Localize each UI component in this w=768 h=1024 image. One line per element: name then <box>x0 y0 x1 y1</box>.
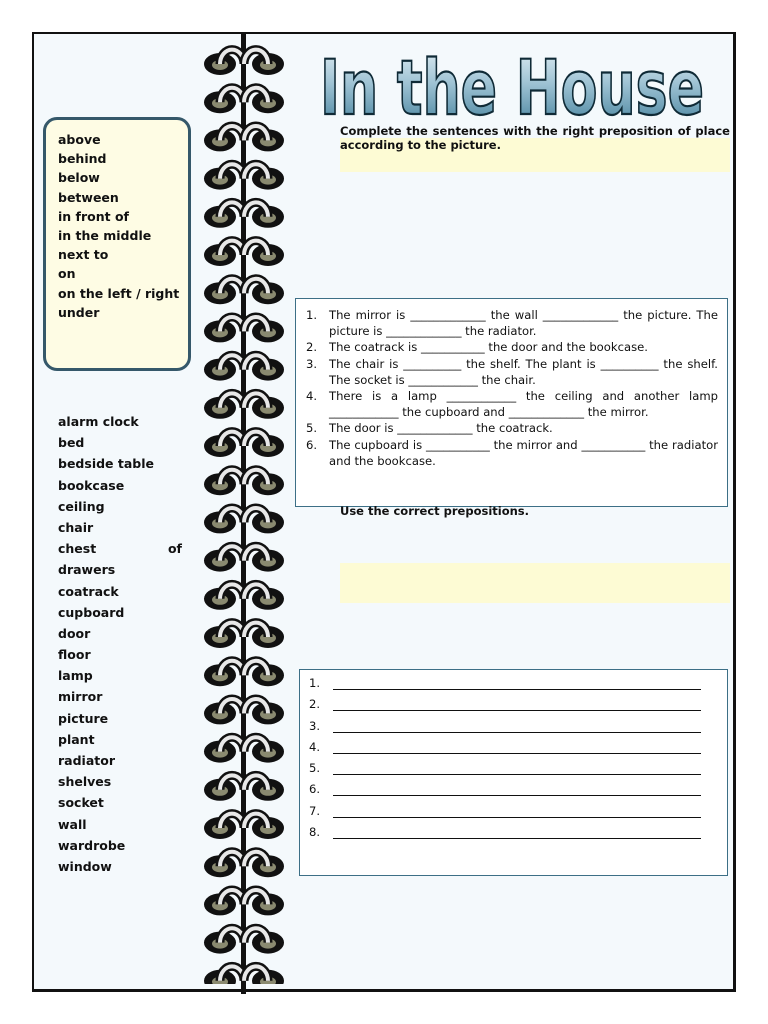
sentence-number: 2. <box>306 340 318 355</box>
sentence-text: The chair is __________ the shelf. The plant is __________ the shelf. The socket is ____________ the chair. <box>329 356 718 387</box>
sentence-number: 1. <box>306 308 318 322</box>
vocabulary-item: lamp <box>58 668 93 684</box>
vocabulary-list <box>58 411 182 877</box>
answer-highlight <box>340 563 730 603</box>
spiral-ring <box>204 928 284 953</box>
page-title <box>316 48 710 124</box>
spiral-ring <box>204 164 284 189</box>
answer-line[interactable] <box>333 760 701 775</box>
title-text: In the House <box>320 48 704 124</box>
vocabulary-item: picture <box>58 710 109 726</box>
sentence-number: 5. <box>306 421 318 436</box>
answer-item <box>309 718 701 739</box>
preposition-item: in front of <box>58 208 129 224</box>
preposition-item: on the left / right <box>58 285 180 301</box>
sentence-text: The coatrack is ___________ the door and the bookcase. <box>329 340 648 355</box>
answer-number: 4. <box>309 739 321 754</box>
preposition-item: next to <box>58 247 109 263</box>
answer-item <box>309 760 701 781</box>
instruction-complete: Complete the sentences with the right preposition of place according to the picture. <box>340 124 730 152</box>
answer-item <box>309 696 701 717</box>
vocabulary-item: drawers <box>58 562 116 578</box>
sentence-number: 4. <box>306 389 318 404</box>
sentence-number: 3. <box>306 356 318 371</box>
preposition-item: above <box>58 132 101 147</box>
sentence-item <box>306 339 718 355</box>
spiral-ring <box>204 88 284 113</box>
spiral-ring <box>204 470 284 495</box>
spiral-ring <box>204 355 284 380</box>
preposition-item: below <box>58 170 100 186</box>
preposition-item: behind <box>58 151 107 167</box>
sentence-text: The door is _____________ the coatrack. <box>329 421 553 436</box>
answer-item <box>309 675 701 696</box>
spiral-ring <box>204 241 284 266</box>
spiral-ring <box>204 546 284 571</box>
vocabulary-word: of <box>167 541 182 557</box>
spiral-ring <box>204 737 284 762</box>
answer-line[interactable] <box>333 803 701 818</box>
vocabulary-item: mirror <box>58 689 103 705</box>
answer-number: 6. <box>309 782 321 797</box>
answer-list <box>309 675 701 845</box>
sentence-item <box>306 388 718 420</box>
spiral-ring <box>204 852 284 877</box>
spiral-ring <box>204 508 284 533</box>
spiral-ring <box>204 393 284 418</box>
sentence-item <box>306 437 718 469</box>
vocabulary-item: bed <box>58 435 85 451</box>
preposition-list <box>58 130 179 322</box>
spiral-ring <box>204 699 284 724</box>
spiral-ring <box>204 126 284 151</box>
answer-number: 7. <box>309 803 321 818</box>
sentence-item <box>306 356 718 388</box>
vocabulary-item: floor <box>58 647 91 663</box>
answer-number: 5. <box>309 761 321 776</box>
answer-item <box>309 739 701 760</box>
spiral-ring <box>204 584 284 609</box>
answer-number: 2. <box>309 697 321 712</box>
vocabulary-item: cupboard <box>58 604 125 620</box>
spiral-ring <box>204 966 284 984</box>
preposition-item: under <box>58 304 100 320</box>
vocabulary-item: door <box>58 625 91 641</box>
vocabulary-item: bookcase <box>58 477 125 493</box>
vocabulary-item: radiator <box>58 753 115 768</box>
spiral-ring <box>204 50 284 75</box>
sentence-list <box>306 307 718 469</box>
answer-item <box>309 824 701 845</box>
answer-item <box>309 781 701 802</box>
sentence-number: 6. <box>306 437 318 452</box>
preposition-item: between <box>58 189 119 205</box>
spiral-ring <box>204 279 284 304</box>
answer-number: 8. <box>309 825 321 840</box>
vocabulary-item: alarm clock <box>58 414 139 429</box>
sentence-item <box>306 307 718 339</box>
answer-number: 1. <box>309 676 321 690</box>
sentence-text: The mirror is _____________ the wall _____________ the picture. The picture is _____________ the radiator. <box>329 308 718 339</box>
spiral-ring <box>204 202 284 227</box>
vocabulary-item: bedside table <box>58 456 154 472</box>
spiral-ring <box>204 775 284 800</box>
spiral-ring <box>204 432 284 457</box>
spiral-ring <box>204 317 284 342</box>
answer-line[interactable] <box>333 781 701 796</box>
vocabulary-item: shelves <box>58 774 112 790</box>
spiral-ring <box>204 890 284 915</box>
preposition-item: in the middle <box>58 227 152 243</box>
sentence-item <box>306 420 718 436</box>
spiral-binding <box>198 34 290 984</box>
vocabulary-word: chest <box>58 541 97 557</box>
vocabulary-item: wardrobe <box>58 837 126 853</box>
instruction-use: Use the correct prepositions. <box>340 504 530 518</box>
answer-line[interactable] <box>333 739 701 754</box>
answer-number: 3. <box>309 718 321 733</box>
answer-line[interactable] <box>333 696 701 711</box>
answer-line[interactable] <box>333 824 701 839</box>
preposition-item: on <box>58 266 76 282</box>
answer-line[interactable] <box>333 718 701 733</box>
spiral-ring <box>204 814 284 839</box>
vocabulary-item: window <box>58 858 112 874</box>
vocabulary-item: chair <box>58 519 94 535</box>
answer-item <box>309 803 701 824</box>
vocabulary-item: coatrack <box>58 583 119 599</box>
spiral-ring <box>204 661 284 686</box>
sentence-text: There is a lamp ____________ the ceiling and another lamp ____________ the cupboard and _____________ the mirror. <box>329 389 718 420</box>
vocabulary-item: wall <box>58 816 87 832</box>
sentence-text: The cupboard is ___________ the mirror and ___________ the radiator and the bookcase. <box>329 437 718 468</box>
vocabulary-item: ceiling <box>58 498 105 514</box>
spiral-ring <box>204 623 284 648</box>
vocabulary-item: plant <box>58 731 95 747</box>
vocabulary-item: socket <box>58 795 104 811</box>
answer-line[interactable] <box>333 675 701 690</box>
vocabulary-item <box>58 538 182 559</box>
